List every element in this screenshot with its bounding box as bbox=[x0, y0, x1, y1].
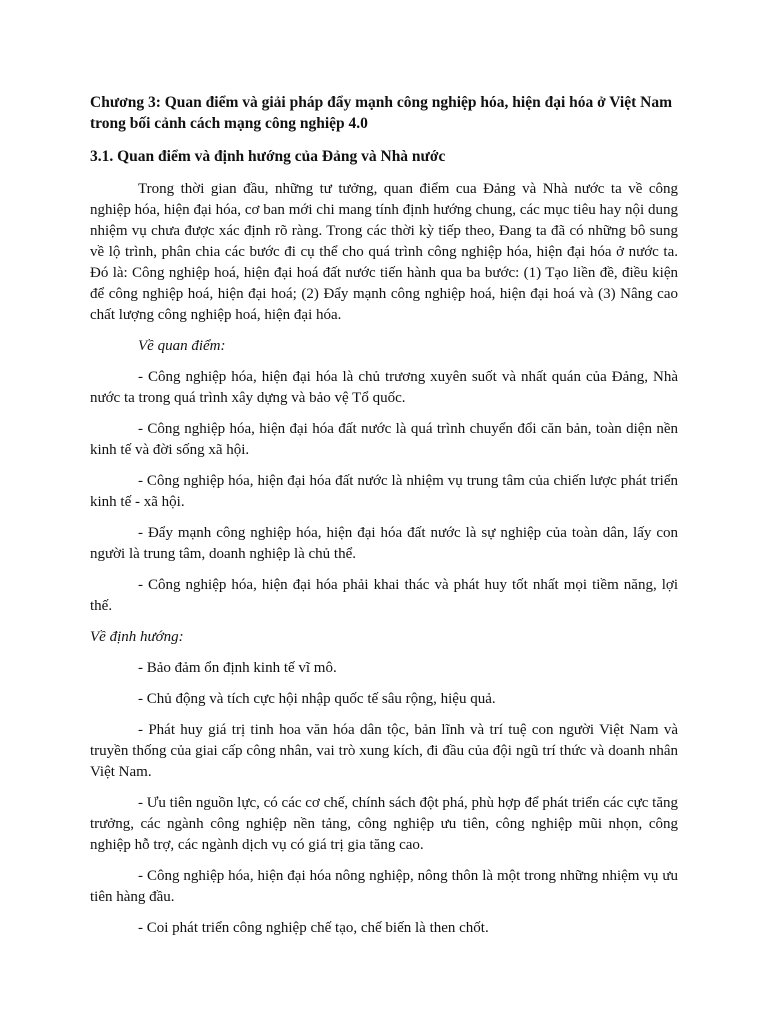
orientations-heading: Về định hướng: bbox=[90, 629, 184, 645]
chapter-title: Chương 3: Quan điểm và giải pháp đẩy mạnh công nghiệp hóa, hiện đại hóa ở Việt Nam trong bối cảnh cách mạng công nghiệp 4.0 bbox=[90, 94, 673, 132]
document-page bbox=[90, 92, 678, 949]
viewpoint-item-1: - Công nghiệp hóa, hiện đại hóa là chủ trương xuyên suốt và nhất quán của Đảng, Nhà nước ta trong quá trình xây dựng và bảo vệ Tổ quốc. bbox=[90, 369, 678, 406]
section-title: 3.1. Quan điểm và định hướng của Đảng và Nhà nước bbox=[90, 148, 446, 165]
viewpoints-heading: Về quan điểm: bbox=[138, 338, 226, 354]
orientation-item-4: - Ưu tiên nguồn lực, có các cơ chế, chính sách đột phá, phù hợp để phát triển các cực tăng trưởng, các ngành công nghiệp nền tảng, công nghiệp ưu tiên, công nghiệp mũi nhọn, công nghiệp hỗ trợ, các ngành dịch vụ có giá trị gia tăng cao. bbox=[90, 795, 678, 853]
viewpoint-item-2: - Công nghiệp hóa, hiện đại hóa đất nước là quá trình chuyển đổi căn bản, toàn diện nền kinh tế và đời sống xã hội. bbox=[90, 421, 678, 458]
orientation-item-1: - Bảo đảm ổn định kinh tế vĩ mô. bbox=[138, 660, 337, 676]
orientation-item-6: - Coi phát triển công nghiệp chế tạo, chế biến là then chốt. bbox=[138, 920, 489, 936]
intro-paragraph: Trong thời gian đầu, những tư tưởng, quan điểm cua Đảng và Nhà nước ta về công nghiệp hóa, hiện đại hóa, cơ ban mới chi mang tính định hướng chung, các mục tiêu hay nội dung nhiệm vụ chưa được xác định rõ ràng. Trong các thời kỳ tiếp theo, Đang ta đã có những bô sung về lộ trình, phân chia các bước đi cụ thể cho quá trình công nghiệp hóa, hiện đại hóa ở nước ta. Đó là: Công nghiệp hoá, hiện đại hoá đất nước tiến hành qua ba bước: (1) Tạo liền đề, điều kiện để công nghiệp hoá, hiện đại hoá; (2) Đẩy mạnh công nghiệp hoá, hiện đại hoá và (3) Nâng cao chất lượng công nghiệp hoá, hiện đại hóa. bbox=[90, 181, 678, 323]
viewpoint-item-5: - Công nghiệp hóa, hiện đại hóa phải khai thác và phát huy tốt nhất mọi tiềm năng, lợi thế. bbox=[90, 577, 678, 614]
orientation-item-3: - Phát huy giá trị tinh hoa văn hóa dân tộc, bản lĩnh và trí tuệ con người Việt Nam và truyền thống của giai cấp công nhân, vai trò xung kích, đi đầu của đội ngũ trí thức và doanh nhân Việt Nam. bbox=[90, 722, 678, 780]
orientation-item-5: - Công nghiệp hóa, hiện đại hóa nông nghiệp, nông thôn là một trong những nhiệm vụ ưu tiên hàng đầu. bbox=[90, 868, 678, 905]
viewpoint-item-4: - Đẩy mạnh công nghiệp hóa, hiện đại hóa đất nước là sự nghiệp của toàn dân, lấy con người là trung tâm, doanh nghiệp là chủ thể. bbox=[90, 525, 678, 562]
orientation-item-2: - Chủ động và tích cực hội nhập quốc tế sâu rộng, hiệu quả. bbox=[138, 691, 496, 707]
viewpoint-item-3: - Công nghiệp hóa, hiện đại hóa đất nước là nhiệm vụ trung tâm của chiến lược phát triển kinh tế - xã hội. bbox=[90, 473, 678, 510]
